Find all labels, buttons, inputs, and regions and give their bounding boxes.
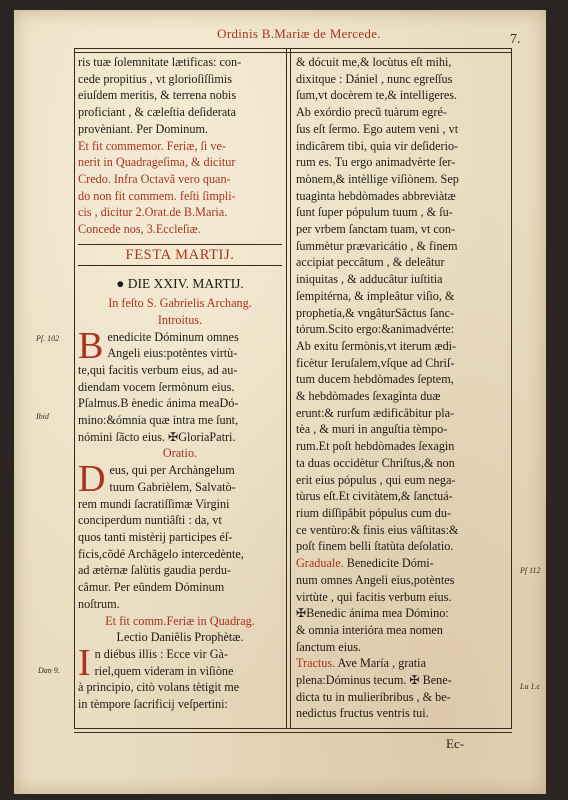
text-line: per vrbem ſanctam tuam, vt con- (296, 222, 456, 237)
text-line: ce ventùro:& finis eius vâſtitas:& (296, 522, 459, 537)
running-head: Ordinis B.Mariæ de Mercede. (217, 26, 381, 41)
text-line: nerit in Quadrageſima, & dicitur (78, 155, 236, 170)
text-line: cede propitius , vt glorioſiſſimis (78, 71, 233, 86)
text-line: proficiant , & cæleſtia deſiderata (78, 105, 237, 120)
text-line: à principio, citò volans tètigit me (78, 680, 240, 695)
left-column (78, 54, 282, 713)
text-line: quos tanti mistèrij participes éſ- (78, 529, 233, 544)
text-line: ad ætèrnæ ſalùtis gaudia perdu- (78, 563, 231, 578)
introit-initial: B (78, 324, 104, 367)
feast-heading: FESTA MARTIJ. (78, 244, 282, 267)
frame-rule-top (74, 48, 512, 49)
text-line: tùrus eſt.Et civitàtem,& ſanctuá- (296, 489, 453, 504)
introit-text (78, 324, 282, 446)
right-column (296, 54, 508, 722)
text-line: tèa , & muri in anguſtia tèmpo- (296, 422, 448, 437)
text-line: Et fit commemor. Feriæ, ſi ve- (78, 138, 226, 153)
text-line: mònem,& intèllige viſiònem. Sep (296, 171, 459, 186)
tractus-line (296, 655, 508, 672)
text-line: riel,quem videram in viſiòne (94, 663, 234, 678)
text-line: dixitque : Dániel , nunc egreſſus (296, 71, 453, 86)
text-line: nedictus fructus ventris tui. (296, 706, 429, 721)
text-line: ſanctum eius. (296, 639, 361, 654)
oratio-text (78, 458, 282, 612)
text-line: Ab exórdio precũ tuàrum egré- (296, 105, 447, 120)
margin-note-ibid: Ibid (36, 412, 49, 421)
text-line: eus, qui per Archàngelum (109, 463, 235, 478)
text-line: accipiat peccâtum , & deleâtur (296, 255, 445, 270)
text-line: n diébus illis : Ecce vir Gà- (94, 646, 229, 661)
oratio-initial: D (78, 458, 106, 501)
text-line: noſtrum. (78, 596, 120, 611)
text-line: iniquitas , & adducâtur iuſtitia (296, 272, 443, 287)
text-line: ſus eſt ſermo. Ego autem veni , vt (296, 121, 459, 136)
text-line: Ab exitu ſermònis,vt iterum ædi- (296, 338, 457, 353)
text-line: plena:Dóminus tecum. ✠ Bene- (296, 673, 452, 688)
text-line: do non fit commem. feſti ſimpli- (78, 188, 236, 203)
graduale-line (296, 555, 508, 572)
text-line: ✠Benedic ánima mea Dómino: (296, 606, 449, 621)
feast-title: In feſto S. Gabrielis Archang. (108, 296, 252, 311)
text-line: tuagìnta hebdòmades abbreviàtæ (296, 188, 456, 203)
lectio-label: Lectio Daniêlis Prophètæ. (116, 630, 244, 645)
text-line: indicârem tibi, quia vir deſiderio- (296, 138, 459, 153)
text-line: ſum,vt docèrem te,& intelligeres. (296, 88, 458, 103)
frame-rule-left (74, 48, 75, 728)
collect-text (78, 54, 282, 138)
text-line: ficis,cõdé Archãgelo intercedènte, (78, 546, 244, 561)
text-line: nómini ſãcto eius. ✠GloriaPatri. (78, 429, 236, 444)
text-line: tum ducem hebdòmades ſeptem, (296, 372, 454, 387)
text-line: ſempitérna, & impleâtur viſio, & (296, 288, 455, 303)
catchword: Ec- (446, 736, 465, 751)
text-line: câmur. Per eũndem Dóminum (78, 580, 225, 595)
text-line: rem mundi ſacratiſſimæ Virgini (78, 496, 230, 511)
text-line: cis , dicitur 2.Orat.de B.Maria. (78, 205, 228, 220)
text-line: ſunt ſuper pópulum tuum , & ſu- (296, 205, 453, 220)
text-line: Pſalmus.B ènedic ánima meaDó- (78, 396, 239, 411)
text-line: prophetía,& vngâturSãctus ſanc- (296, 305, 455, 320)
text-line: Angeli eius:potèntes virtù- (107, 346, 238, 361)
tractus-label: Tractus. (296, 656, 336, 671)
frame-rule-top-inner (74, 52, 512, 53)
text-line: & hebdòmades ſexagìnta duæ (296, 389, 441, 404)
graduale-first: Benedicite Dómi- (346, 556, 434, 571)
folio-number: 7. (510, 32, 521, 47)
text-line: Credo. Infra Octavã vero quan- (78, 171, 231, 186)
margin-note-lu1: Lu 1.c (520, 682, 540, 691)
column-divider (286, 48, 287, 728)
graduale-label: Graduale. (296, 556, 344, 571)
margin-note-ps112: Pſ 112 (520, 566, 541, 575)
frame-rule-bottom (74, 728, 512, 729)
text-line: provèniant. Per Dominum. (78, 121, 208, 136)
text-line: mino:&ómnia quæ intra me ſunt, (78, 413, 239, 428)
date-line: ● DIE XXIV. MARTIJ. (116, 276, 244, 292)
text-line: diendam vocem ſermònum eius. (78, 379, 235, 394)
text-line: num omnes Angeli eius,potèntes (296, 572, 455, 587)
text-line: tuum Gabrièlem, Salvatò- (109, 479, 236, 494)
text-line: erunt:& rurſum ædificâbitur pla- (296, 405, 455, 420)
frame-rule-bottom-inner (74, 732, 512, 733)
tractus-text (296, 672, 508, 722)
graduale-text (296, 572, 508, 656)
lectio-initial: I (78, 641, 91, 684)
text-line: eiuſdem meritis, & terrena nobis (78, 88, 237, 103)
manuscript-page (14, 10, 546, 794)
text-line: rum.Et poſt hebdòmades ſexagin (296, 439, 455, 454)
text-line: tórum.Scito ergo:&animadvérte: (296, 322, 455, 337)
text-line: ta duas occidètur Chriſtus,& non (296, 455, 455, 470)
text-line: ficètur Ieruſalem,vſque ad Chriſ- (296, 355, 455, 370)
text-line: virtùte , qui facitis verbum eius. (296, 589, 452, 604)
margin-note-dan9: Dan 9. (38, 666, 60, 675)
text-line: conciperdum nuntiâſti : da, vt (78, 513, 222, 528)
text-line: & omnia interióra mea nomen (296, 622, 443, 637)
text-line: poſt finem belli ſtatùta deſolatio. (296, 539, 454, 554)
text-line: rium diſſipâbit pópulus cum du- (296, 505, 452, 520)
text-line: enedicite Dóminum omnes (107, 329, 239, 344)
column-divider-inner (290, 48, 291, 728)
frame-rule-right (511, 48, 512, 728)
text-line: rum es. Tu ergo animadvèrte ſer- (296, 155, 456, 170)
margin-note-ps102: Pſ. 102 (36, 334, 60, 343)
lectio-continuation (296, 54, 508, 555)
text-line: Concede nos, 3.Eccleſiæ. (78, 222, 201, 237)
oratio-label: Oratio. (162, 446, 198, 461)
tractus-first: Ave María , gratia (337, 656, 426, 671)
date-text: DIE XXIV. MARTIJ. (127, 276, 244, 292)
text-line: ſummètur prævaricátio , & finem (296, 238, 458, 253)
text-line: ris tuæ ſolemnitate lætificas: con- (78, 55, 242, 69)
text-line: & dócuit me,& locùtus eſt mihi, (296, 55, 452, 69)
lectio-text (78, 641, 282, 713)
text-line: te,qui facitis verbum eius, ad au- (78, 362, 238, 377)
comm-feria-rubric: Et fit comm.Feriæ in Quadrag. (105, 613, 255, 628)
text-line: in tèmpore ſacrificij veſpertini: (78, 697, 228, 712)
text-line: erit eius pópulus , qui eum nega- (296, 472, 456, 487)
commemoration-rubric (78, 138, 282, 238)
text-line: dicta tu in mulieríbribus , & be- (296, 689, 451, 704)
introitus-label: Introitus. (157, 312, 203, 327)
